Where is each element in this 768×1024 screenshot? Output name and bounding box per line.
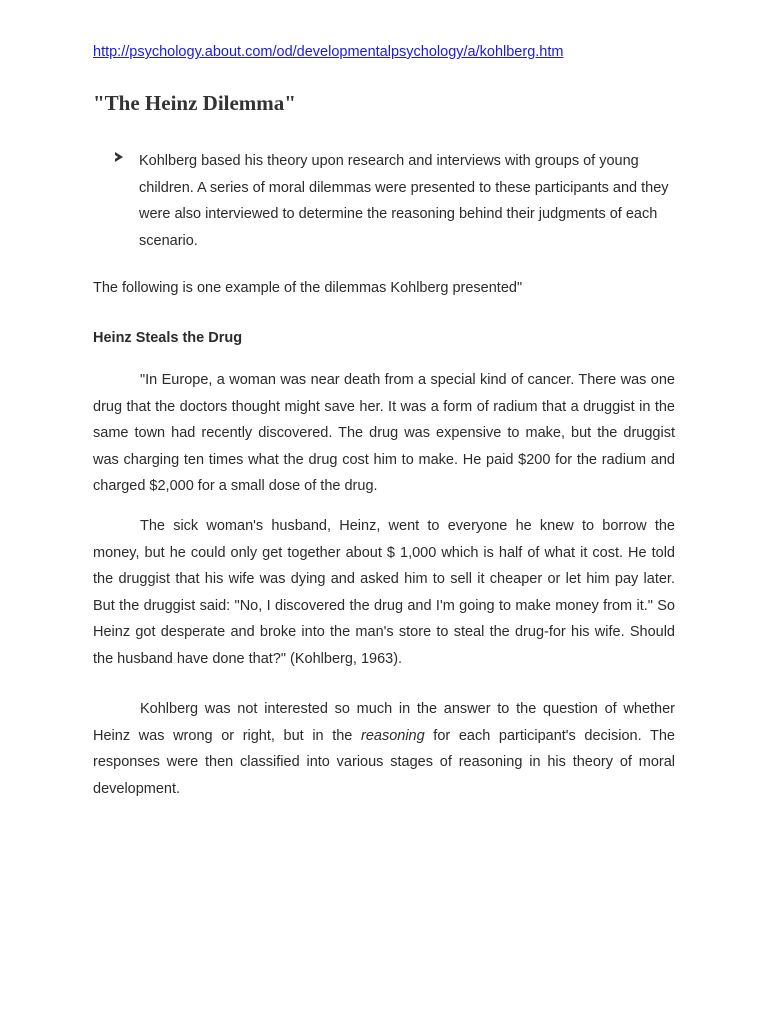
source-url-link[interactable]: http://psychology.about.com/od/developmentalpsychology/a/kohlberg.htm bbox=[93, 44, 564, 60]
reasoning-paragraph-start: Kohlberg was not interested so much in the answer to the question of whether Heinz was wrong or right, but in the bbox=[93, 701, 675, 744]
section-heading: Heinz Steals the Drug bbox=[93, 330, 243, 346]
arrowhead-bullet-icon bbox=[115, 152, 123, 162]
reasoning-emphasis: reasoning bbox=[361, 727, 425, 744]
reasoning-paragraph-end: for each participant's decision. The responses were then classified into various stages of reasoning in his theory of moral development. bbox=[93, 727, 675, 797]
bullet-list-item bbox=[93, 148, 678, 254]
dilemma-paragraph-1: "In Europe, a woman was near death from a special kind of cancer. There was one drug that the doctors thought might save her. It was a form of radium that a druggist in the same town had recently discovered. The drug was expensive to make, but the druggist was charging ten times what the drug cost him to make. He paid $200 for the radium and charged $2,000 for a small dose of the drug. bbox=[93, 372, 675, 494]
reasoning-paragraph bbox=[93, 696, 675, 802]
intro-sentence: The following is one example of the dilemmas Kohlberg presented" bbox=[93, 280, 523, 296]
dilemma-paragraph-2: The sick woman's husband, Heinz, went to everyone he knew to borrow the money, but he could only get together about $ 1,000 which is half of what it cost. He told the druggist that his wife was dying and asked him to sell it cheaper or let him pay later. But the druggist said: "No, I discovered the drug and I'm going to make money from it." So Heinz got desperate and broke into the man's store to steal the drug-for his wife. Should the husband have done that?" (Kohlberg, 1963). bbox=[93, 518, 675, 667]
bullet-text: Kohlberg based his theory upon research and interviews with groups of young children. A series of moral dilemmas were presented to these participants and they were also interviewed to determine the reasoning behind their judgments of each scenario. bbox=[139, 153, 669, 249]
document-title: "The Heinz Dilemma" bbox=[93, 91, 296, 115]
